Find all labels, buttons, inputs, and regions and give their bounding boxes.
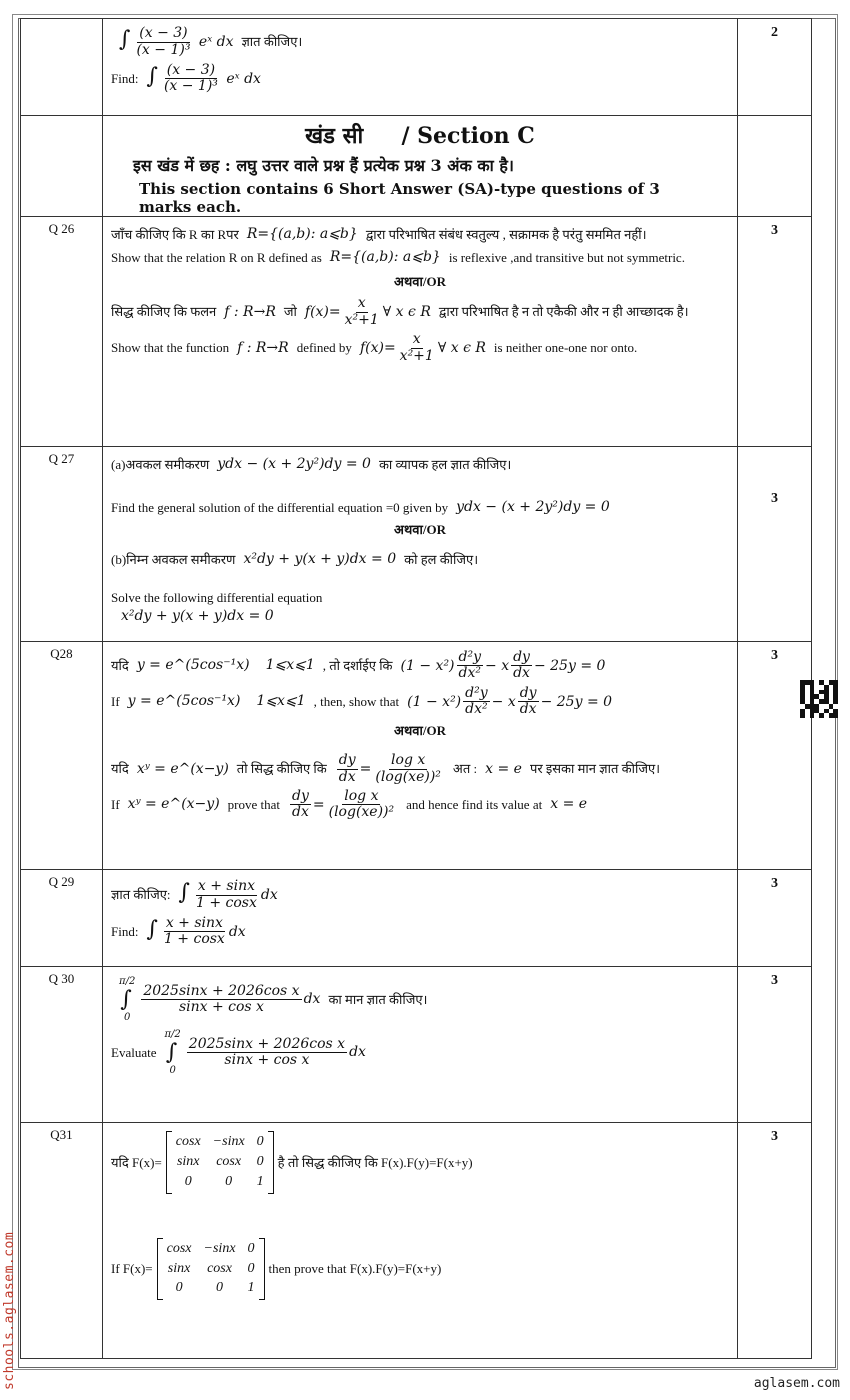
matrix-cell: 0 [225,1173,233,1189]
integrand-numerator: 2025sinx + 2026cos x [188,1035,346,1052]
fraction-denominator: dx [519,701,537,718]
marks-cell: 2 [738,19,812,116]
text-hindi: का मान ज्ञात कीजिए। [328,991,428,1007]
question-body [103,642,738,870]
question-body [103,217,738,447]
matrix-cell: 0 [247,1240,255,1256]
fraction-numerator: dy [519,684,537,701]
equation-part: − 25y = 0 [540,693,613,710]
equation-part: = [312,796,325,813]
question-body: ∫ $\frac{(x - 3)}{\text{(x − 1)³}}$ eˣ dx ज्ञात कीजिए। Find: ∫ $\frac{(x - 3)}{\text{(x − 1)³}}$ eˣ dx [103,19,738,116]
matrix-cell: 0 [256,1134,264,1149]
integrand-tail: eˣ dx [198,34,234,50]
marks-cell: 3 [738,642,812,870]
fraction-numerator: x [412,331,421,348]
function-map: f : R→R [224,303,276,320]
text-hindi: द्वारा परिभाषित संबंध स्वतुल्य , सक्रामक है परंतु सममित नहीं। [365,226,647,242]
text-english: Find the general solution of the differential equation =0 given by [111,499,449,515]
question-number: Q28 [21,642,103,870]
question-number: Q 29 [21,870,103,967]
section-title [103,120,737,150]
matrix-cell: sinx [176,1153,200,1169]
matrix-cell: 0 [216,1280,224,1296]
text-hindi: जाँच कीजिए कि R का Rपर [111,226,239,242]
matrix-cell: 0 [256,1153,264,1169]
text-hindi: यदि [111,761,129,777]
fraction-numerator: dy [338,752,356,769]
integrand-tail: dx [303,991,321,1008]
question-body [103,1123,738,1359]
section-description-english: This section contains 6 Short Answer (SA)-type questions of 3 marks each. [139,180,660,216]
integrand-denominator: (x − 1)³ [136,41,191,58]
equation: ydx − (x + 2y²)dy = 0 [456,498,610,515]
text-hindi: ज्ञात कीजिए: [111,886,171,902]
marks-cell: 3 [738,1123,812,1359]
equation: y = e^(5cos⁻¹x) [136,657,250,674]
section-title-hindi: खंड सी [305,123,364,149]
fraction-numerator: d²y [458,649,482,665]
fraction-numerator: dy [513,649,530,665]
function-lhs: f(x)= [359,340,396,356]
integrand-tail: eˣ dx [226,70,261,87]
text-english: Show that the relation R on R defined as [111,249,322,265]
matrix-cell: 1 [247,1280,255,1296]
function-domain: ∀ x ϵ R [437,340,486,356]
text-hindi: तो सिद्ध कीजिए कि [236,761,327,777]
fraction-numerator: log x [391,752,426,769]
text-hindi: यदि F(x)= [111,1154,162,1170]
equation: ydx − (x + 2y²)dy = 0 [217,456,371,472]
text-hindi: यदि [111,658,129,674]
text-english: , then, show that [313,693,400,709]
text-english: Solve the following differential equation [111,590,323,606]
range-expression: 1⩽x⩽1 [265,657,315,674]
matrix-cell: 0 [175,1280,183,1296]
lower-limit: 0 [123,1011,131,1023]
question-number: Q 30 [21,967,103,1123]
integrand-numerator: (x − 3) [139,25,188,42]
equation-part: (1 − x²) [400,657,455,674]
integrand-denominator: 1 + cosx [196,894,257,911]
question-label-english: Find: [111,70,139,86]
equation: xʸ = e^(x−y) [127,796,220,813]
matrix [157,1238,265,1301]
fraction-denominator: (log(xe))² [328,804,395,821]
fraction-denominator: dx [292,804,309,821]
text-hindi: है तो सिद्ध कीजिए कि F(x).F(y)=F(x+y) [277,1154,473,1170]
integrand-denominator: 1 + cosx [163,931,225,948]
question-row-27 [21,447,812,642]
equation-part: − x [491,693,516,710]
fraction-denominator: dx² [458,665,482,682]
equation: x²dy + y(x + y)dx = 0 [121,607,274,624]
function-lhs: f(x)= [304,304,341,321]
text-hindi: पर इसका मान ज्ञात कीजिए। [529,761,661,777]
matrix-cell: sinx [167,1260,191,1276]
integrand-denominator: sinx + cos x [224,1052,310,1068]
integrand-denominator: (x − 1)³ [163,78,218,95]
integrand-denominator: sinx + cos x [178,999,264,1015]
equation: x = e [550,796,588,813]
relation-expression: R={(a,b): a⩽b} [246,226,358,242]
question-body: ज्ञात कीजिए: ∫ $\frac{x + \sin x}{1 + \cos x}$ dx Find: ∫ $\frac{x + \sin x}{1 + \cos x}$ dx [103,870,738,967]
marks-cell: 3 [738,870,812,967]
matrix-cell: cosx [175,1134,201,1149]
text-hindi: द्वारा परिभाषित है न तो एकैकी और न ही आच्छादक है। [438,304,689,320]
matrix-cell: cosx [166,1240,192,1256]
text-english: If F(x)= [111,1261,153,1277]
section-description-hindi: इस खंड में छह : लघु उत्तर वाले प्रश्न हैं प्रत्येक प्रश्न 3 अंक का है। [133,156,514,175]
range-expression: 1⩽x⩽1 [256,693,306,710]
matrix-cell: 0 [184,1173,192,1189]
integrand-numerator: (x − 3) [166,62,216,78]
or-separator: अथवा/OR [394,273,446,289]
footer-watermark: aglasem.com [753,1376,840,1391]
text-english: prove that [227,797,280,812]
text-hindi: जो [283,304,297,320]
question-row-26 [21,217,812,447]
text-english: Find: [111,923,139,939]
equation-part: − x [485,657,510,674]
upper-limit: π/2 [164,1029,181,1040]
question-row-25 [21,19,812,116]
text-hindi: को हल कीजिए। [404,552,479,567]
fraction-numerator: dy [292,787,309,804]
text-hindi: अत : [452,761,478,777]
equation-part: − 25y = 0 [533,657,606,674]
text-english: If [111,693,120,709]
question-row-30 [21,967,812,1123]
text-english: is neither one-one nor onto. [493,340,638,356]
integrand-tail: dx [228,923,246,940]
fraction-denominator: dx² [465,701,488,718]
marks-cell: 3 [738,967,812,1123]
question-row-31 [21,1123,812,1359]
question-body [103,447,738,642]
fraction-denominator: (log(xe))² [375,768,441,785]
marks-cell: 3 [738,217,812,447]
marks-cell: 3 [738,447,812,642]
lower-limit: 0 [169,1064,176,1076]
question-row-29 [21,870,812,967]
question-text-hindi: ज्ञात कीजिए। [241,33,303,49]
matrix-cell: 1 [256,1173,264,1189]
question-number: Q 26 [21,217,103,447]
fraction-denominator: dx [513,665,530,682]
relation-expression: R={(a,b): a⩽b} [329,248,441,265]
qr-code [800,680,838,718]
integrand-numerator: 2025sinx + 2026cos x [143,982,300,999]
question-body: π/2 ∫ 0 $\frac{\text{2025sinx + 2026cos x}}{\text{sinx + cos x}}$ dx का मान ज्ञात कीजिए। Evaluate π/2 ∫ 0 $\frac{\text{2025sinx + 2026cos x}}{\text{sinx + cos x}}$ dx [103,967,738,1123]
text-hindi: (b)निम्न अवकल समीकरण [111,552,236,567]
equation-part: = [359,761,372,777]
fraction-denominator: dx [338,768,356,785]
matrix-cell: cosx [216,1153,242,1169]
text-english: Evaluate [111,1044,157,1060]
matrix-cell: −sinx [203,1240,236,1256]
equation: x²dy + y(x + y)dx = 0 [243,551,397,568]
text-english: then prove that F(x).F(y)=F(x+y) [268,1261,442,1277]
side-watermark: schools.aglasem.com [2,1231,17,1390]
equation-part: (1 − x²) [407,693,462,710]
text-english: is reflexive ,and transitive but not symmetric. [448,249,685,265]
integrand-numerator: x + sinx [197,878,255,895]
integrand-numerator: x + sinx [165,915,223,931]
section-header-row [21,116,812,217]
matrix-cell: −sinx [212,1134,245,1149]
fraction-denominator: x²+1 [344,311,379,328]
question-table [20,18,812,1359]
integrand-tail: dx [349,1044,366,1061]
text-hindi: का व्यापक हल ज्ञात कीजिए। [378,456,512,472]
fraction-numerator: log x [344,787,379,804]
fraction-numerator: d²y [465,684,488,701]
integrand-tail: dx [260,887,278,903]
upper-limit: π/2 [119,976,136,987]
question-number: Q 27 [21,447,103,642]
equation: x = e [485,760,522,777]
question-number: Q31 [21,1123,103,1359]
or-separator: अथवा/OR [394,521,446,537]
matrix-cell: cosx [207,1260,232,1276]
question-number [21,19,103,116]
text-hindi: सिद्ध कीजिए कि फलन [111,304,217,320]
equation: xʸ = e^(x−y) [136,760,229,777]
function-domain: ∀ x ϵ R [382,304,431,321]
or-separator: अथवा/OR [394,722,446,738]
fraction-numerator: x [357,295,366,312]
text-hindi: , तो दर्शाईए कि [322,658,393,674]
matrix-cell: 0 [247,1260,255,1276]
text-hindi: (a)अवकल समीकरण [111,456,210,472]
equation: y = e^(5cos⁻¹x) [127,693,241,710]
function-map: f : R→R [237,339,289,356]
text-english: If [111,797,120,812]
text-english: Show that the function [111,340,230,356]
fraction-denominator: x²+1 [399,347,434,364]
question-row-28 [21,642,812,870]
section-title-english: / Section C [401,123,535,149]
text-english: defined by [296,340,352,356]
text-english: and hence find its value at [406,797,543,812]
matrix [166,1131,274,1194]
